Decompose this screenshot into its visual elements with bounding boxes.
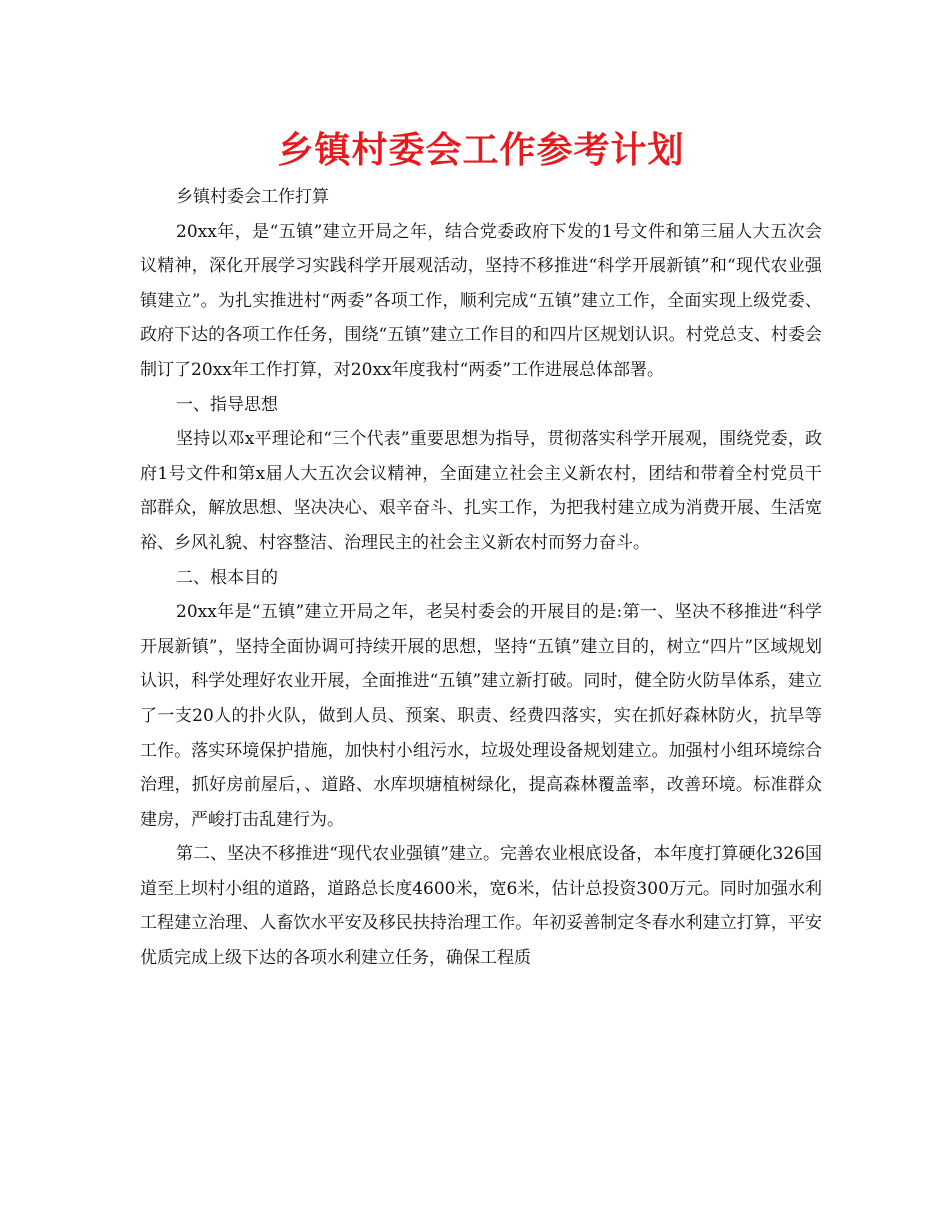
section-body-second-point: 第二、坚决不移推进“现代农业强镇”建立。完善农业根底设备，本年度打算硬化326国道至上坝村小组的道路，道路总长度4600米，宽6米，估计总投资300万元。同时加强水利工程建立治理、人畜饮水平安及移民扶持治理工作。年初妥善制定冬春水利建立打算，平安优质完成上级下达的各项水利建立任务，确保工程质 [140,844,822,969]
intro-paragraph: 20xx年，是“五镇”建立开局之年，结合党委政府下发的1号文件和第三届人大五次会议精神，深化开展学习实践科学开展观活动，坚持不移推进“科学开展新镇”和“现代农业强镇建立”。为扎实推进村“两委”各项工作，顺利完成“五镇”建立工作，全面实现上级党委、政府下达的各项工作任务，围绕“五镇”建立工作目的和四片区规划认识。村党总支、村委会制订了20xx年工作打算，对20xx年度我村“两委”工作进展总体部署。 [140,221,822,380]
document-page [140,122,822,976]
section-heading-guiding-thought: 一、指导思想 [176,394,278,415]
section-heading-basic-goal: 二、根本目的 [176,567,278,588]
document-subtitle: 乡镇村委会工作打算 [176,187,329,207]
section-body-basic-goal: 20xx年是“五镇”建立开局之年，老吴村委会的开展目的是:第一、坚决不移推进“科学开展新镇”，坚持全面协调可持续开展的思想，坚持“五镇”建立目的，树立“四片”区域规划认识，科学处理好农业开展，全面推进“五镇”建立新打破。同时，健全防火防旱体系，建立了一支20人的扑火队，做到人员、预案、职责、经费四落实，实在抓好森林防火，抗旱等工作。落实环境保护措施，加快村小组污水，垃圾处理设备规划建立。加强村小组环境综合治理，抓好房前屋后，、道路、水库坝塘植树绿化，提高森林覆盖率，改善环境。标准群众建房，严峻打击乱建行为。 [140,602,822,830]
section-body-guiding-thought: 坚持以邓x平理论和“三个代表”重要思想为指导，贯彻落实科学开展观，围绕党委，政府1号文件和第x届人大五次会议精神，全面建立社会主义新农村，团结和带着全村党员干部群众，解放思想、坚决决心、艰辛奋斗、扎实工作，为把我村建立成为消费开展、生活宽裕、乡风礼貌、村容整洁、治理民主的社会主义新农村而努力奋斗。 [140,429,822,553]
document-title: 乡镇村委会工作参考计划 [277,130,685,171]
